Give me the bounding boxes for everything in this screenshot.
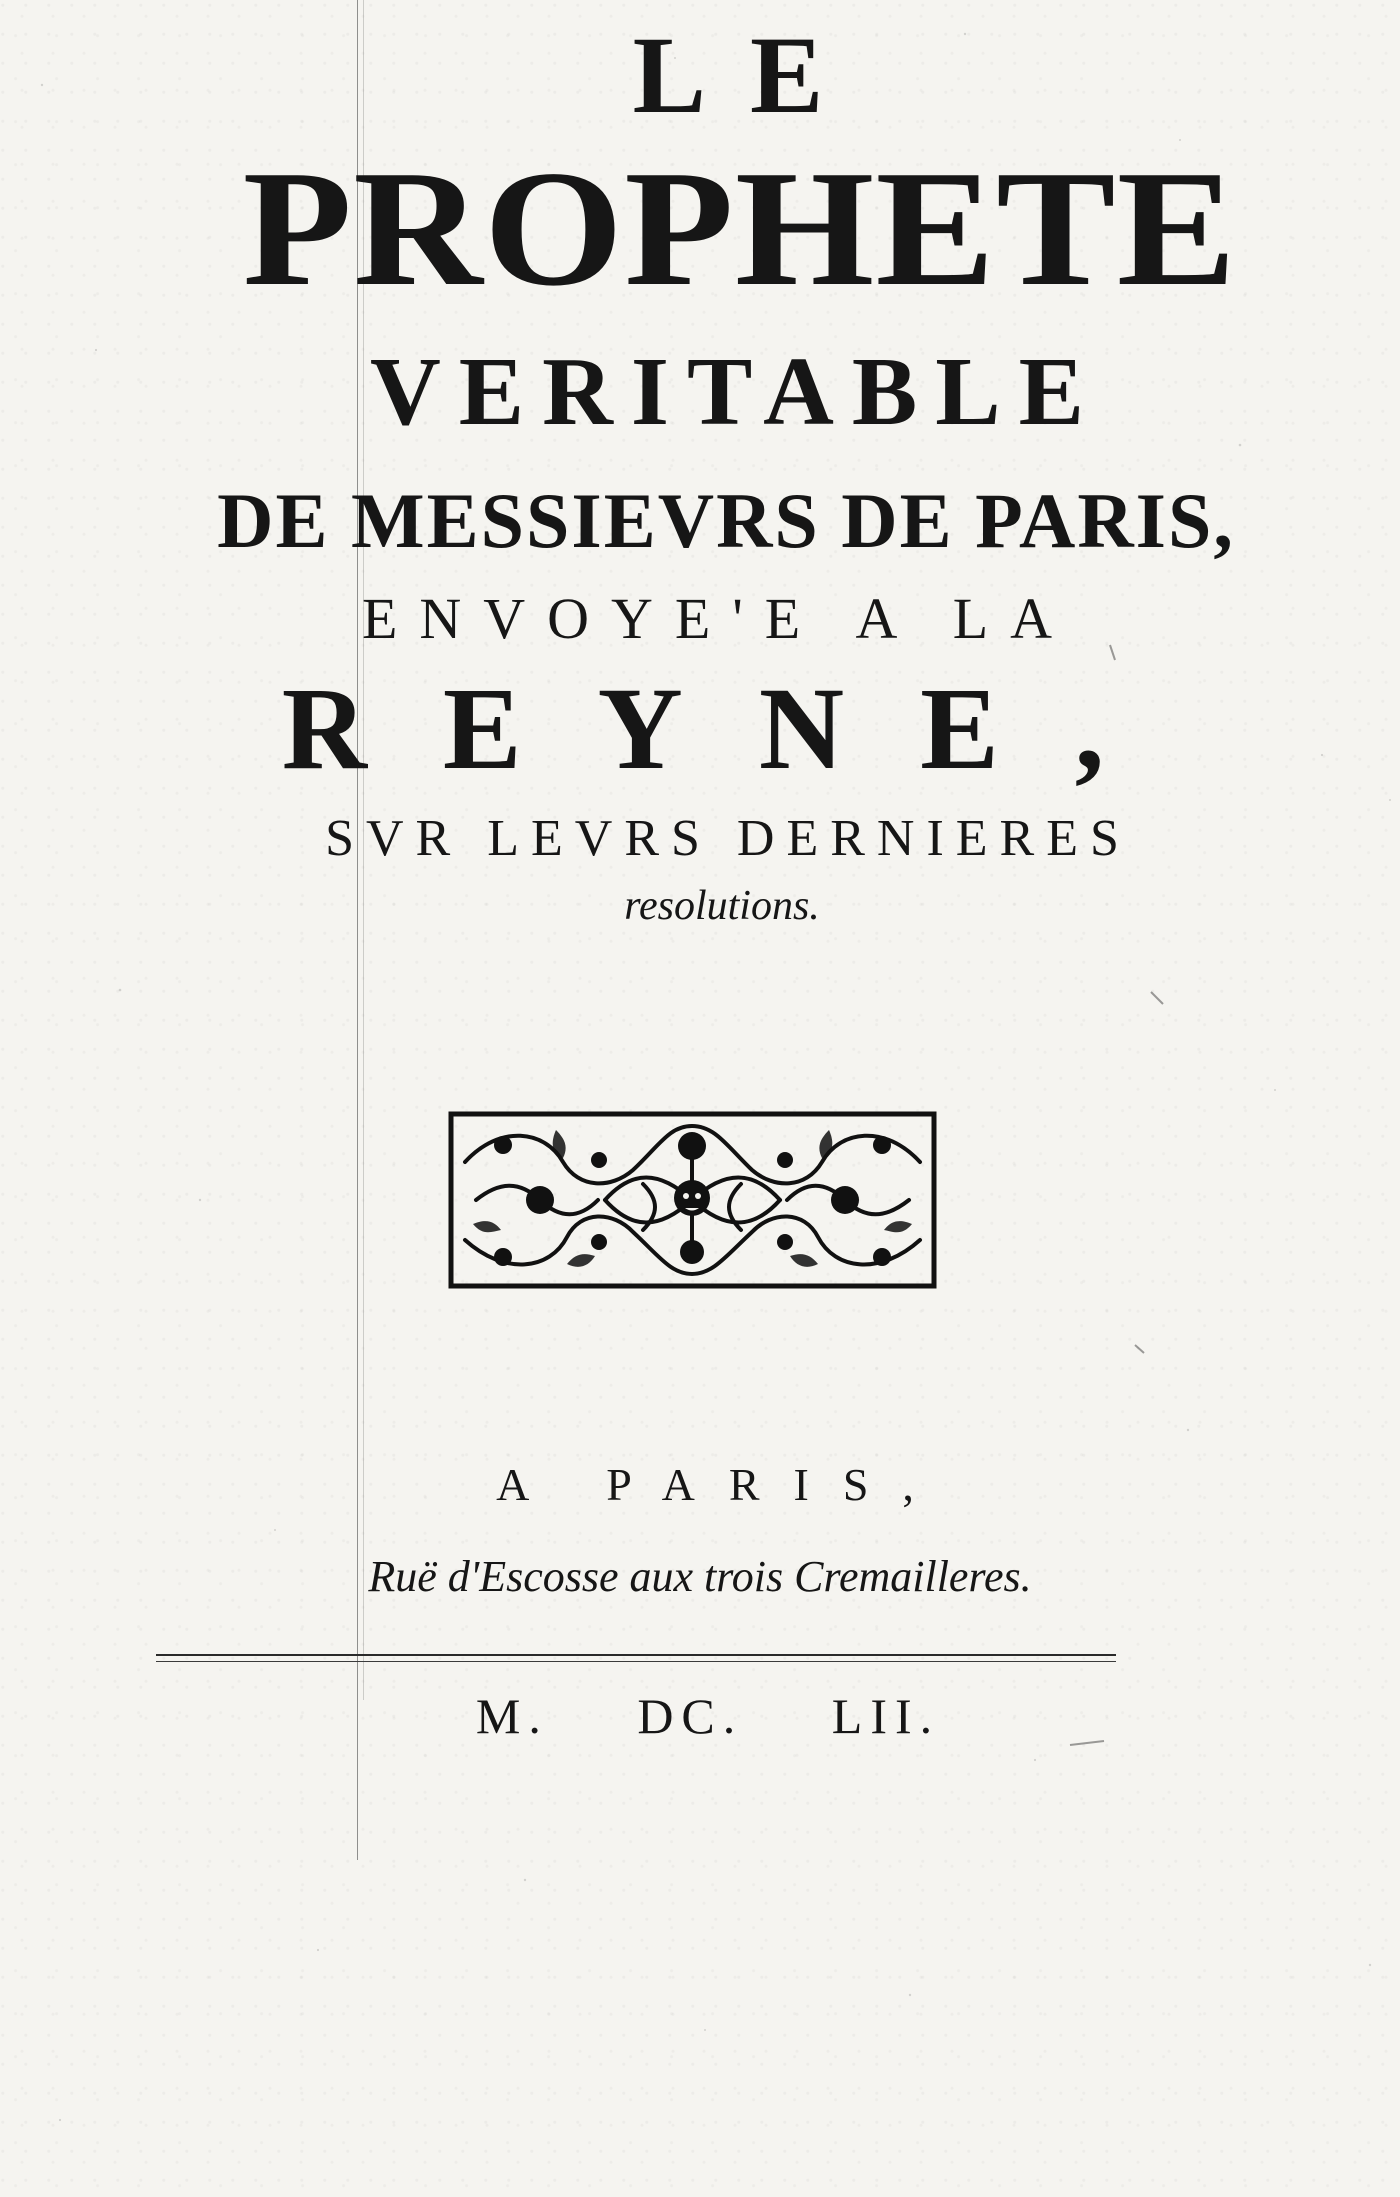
imprint-address: Ruë d'Escosse aux trois Cremailleres. [368, 1552, 1032, 1601]
title-line-le: LE [632, 14, 868, 136]
imprint-rule [156, 1654, 1116, 1662]
title-line-messieurs: DE MESSIEVRS DE PARIS, [217, 477, 1235, 564]
title-line-reyne: REYNE, [281, 663, 1181, 794]
title-line-resolutions: resolutions. [624, 883, 820, 929]
printers-ornament-icon [445, 1100, 940, 1300]
title-line-sur-leurs: SVR LEVRS DERNIERES [325, 810, 1131, 867]
title-line-veritable: VERITABLE [369, 338, 1102, 446]
imprint-date: M. DC. LII. [475, 1688, 941, 1744]
title-line-prophete: PROPHETE [242, 136, 1238, 320]
title-line-envoyee: ENVOYE'E A LA [361, 586, 1075, 651]
imprint-place: A PARIS, [496, 1459, 948, 1510]
